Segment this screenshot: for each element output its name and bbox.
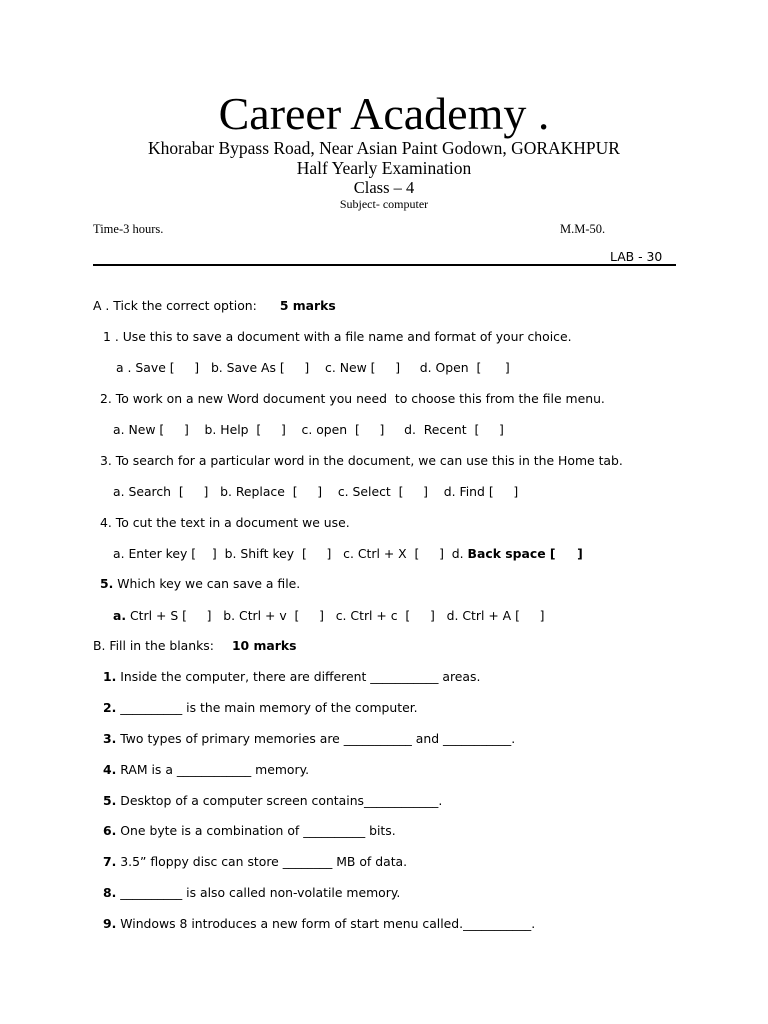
blank-item-number: 6.	[103, 823, 117, 838]
question-a5-option-a-letter: a.	[113, 608, 127, 623]
blank-item	[103, 854, 407, 869]
question-a5-options-text: Ctrl + S [ ] b. Ctrl + v [ ] c. Ctrl + c [ ] d. Ctrl + A [ ]	[126, 608, 545, 623]
question-a5-number: 5.	[100, 576, 114, 591]
question-a4: 4. To cut the text in a document we use.	[100, 515, 350, 530]
blank-item-number: 8.	[103, 885, 117, 900]
section-a-marks: 5 marks	[279, 298, 336, 313]
exam-name: Half Yearly Examination	[296, 158, 472, 178]
blank-item	[103, 762, 309, 777]
school-address: Khorabar Bypass Road, Near Asian Paint Godown, GORAKHPUR	[148, 138, 620, 158]
blank-item	[103, 669, 480, 684]
max-marks-label: M.M-50.	[560, 222, 606, 236]
blank-item-number: 3.	[103, 731, 117, 746]
class-label: Class – 4	[353, 178, 415, 197]
question-a4-option-d: Back space [ ]	[467, 546, 583, 561]
blank-item-number: 7.	[103, 854, 117, 869]
blank-item-text: One byte is a combination of __________ bits.	[116, 823, 396, 838]
blank-item-number: 5.	[103, 793, 117, 808]
blank-item-text: RAM is a ____________ memory.	[116, 762, 310, 777]
time-label: Time-3 hours.	[93, 222, 164, 236]
question-a2-options: a. New [ ] b. Help [ ] c. open [ ] d. Recent [ ]	[113, 422, 504, 437]
blank-item	[103, 731, 515, 746]
question-a4-options	[113, 546, 583, 561]
blank-item-text: Two types of primary memories are ___________ and ___________.	[116, 731, 516, 746]
blank-item-text: 3.5” floppy disc can store ________ MB of data.	[116, 854, 408, 869]
blank-item-number: 4.	[103, 762, 117, 777]
blank-item-text: Inside the computer, there are different ___________ areas.	[116, 669, 481, 684]
school-title: Career Academy .	[218, 88, 550, 139]
blank-item-number: 9.	[103, 916, 117, 931]
question-a2: 2. To work on a new Word document you need to choose this from the file menu.	[100, 391, 605, 406]
blank-item	[103, 793, 442, 808]
subject-label: Subject- computer	[339, 197, 429, 211]
blank-item	[103, 700, 418, 715]
question-a5-text: Which key we can save a file.	[113, 576, 301, 591]
question-a5-options	[113, 608, 544, 623]
blank-item	[103, 823, 396, 838]
question-a3-options: a. Search [ ] b. Replace [ ] c. Select [ ] d. Find [ ]	[113, 484, 519, 499]
section-a-title: A . Tick the correct option:	[93, 298, 257, 313]
question-a5	[100, 576, 300, 591]
blank-item-text: __________ is the main memory of the computer.	[116, 700, 418, 715]
section-b-marks: 10 marks	[231, 638, 297, 653]
question-a1-options: a . Save [ ] b. Save As [ ] c. New [ ] d. Open [ ]	[116, 360, 510, 375]
question-a4-options-abc: a. Enter key [ ] b. Shift key [ ] c. Ctrl + X [ ] d.	[113, 546, 464, 561]
question-a1: 1 . Use this to save a document with a file name and format of your choice.	[103, 329, 572, 344]
blank-item-text: Windows 8 introduces a new form of start menu called.___________.	[116, 916, 536, 931]
section-b-title: B. Fill in the blanks:	[93, 638, 214, 653]
question-a3: 3. To search for a particular word in the document, we can use this in the Home tab.	[100, 453, 623, 468]
section-a-heading	[93, 298, 336, 313]
blank-item-text: __________ is also called non-volatile memory.	[116, 885, 401, 900]
header-divider	[93, 264, 676, 266]
blank-item-number: 2.	[103, 700, 117, 715]
blank-item	[103, 885, 400, 900]
blank-item	[103, 916, 535, 931]
blank-item-number: 1.	[103, 669, 117, 684]
blank-item-text: Desktop of a computer screen contains____________.	[116, 793, 443, 808]
section-b-heading	[93, 638, 297, 653]
lab-label: LAB - 30	[610, 249, 663, 264]
